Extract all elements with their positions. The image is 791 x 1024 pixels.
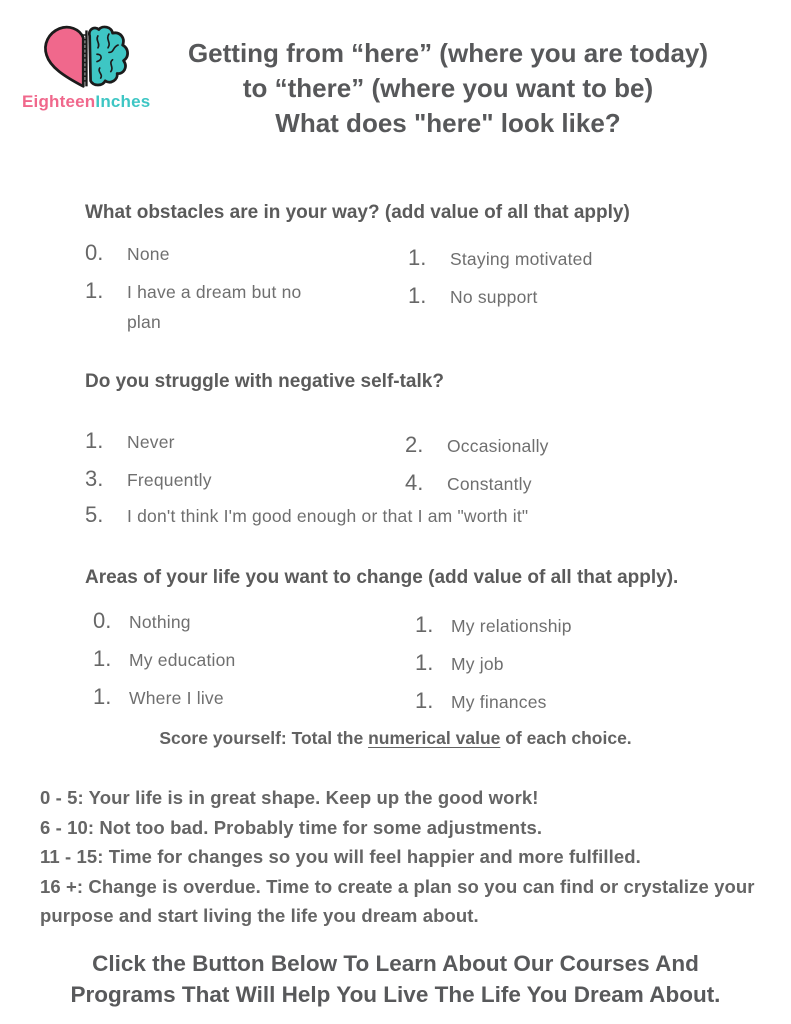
option-item — [85, 238, 340, 269]
question-areas-left-column — [93, 606, 358, 720]
option-value: 1. — [85, 428, 104, 453]
score-instruction-prefix: Score yourself: Total the — [159, 728, 369, 748]
option-label: My education — [129, 650, 236, 670]
question-areas-heading: Areas of your life you want to change (add value of all that apply). — [85, 567, 679, 588]
option-item — [85, 426, 350, 457]
brain-heart-icon — [38, 24, 134, 90]
option-item — [93, 644, 358, 675]
score-instruction — [40, 728, 751, 749]
title-line-1: Getting from “here” (where you are today) — [187, 38, 709, 68]
option-item — [93, 606, 358, 637]
title-line-3: What does "here" look like? — [275, 108, 621, 138]
option-value: 1. — [415, 688, 434, 713]
option-label: Nothing — [129, 612, 191, 632]
option-value: 2. — [405, 432, 424, 457]
option-value: 0. — [85, 240, 104, 265]
option-value: 5. — [85, 502, 104, 527]
option-label: I don't think I'm good enough or that I am "worth it" — [127, 506, 529, 526]
brand-name-eighteen: Eighteen — [22, 92, 96, 111]
option-item — [408, 243, 718, 274]
option-label: My relationship — [451, 616, 572, 636]
question-selftalk-heading: Do you struggle with negative self-talk? — [85, 371, 444, 392]
option-item — [415, 610, 725, 641]
score-instruction-underlined: numerical value — [368, 728, 501, 748]
page-title — [138, 36, 758, 141]
score-range-item: 16 +: Change is overdue. Time to create a plan so you can find or crystalize your purpose and start living the life you dream about. — [40, 875, 755, 926]
question-areas-right-column — [415, 610, 725, 724]
option-label: Where I live — [129, 688, 224, 708]
option-label: My finances — [451, 692, 547, 712]
option-value: 0. — [93, 608, 112, 633]
option-item — [93, 682, 358, 713]
brand-logo — [22, 24, 150, 112]
option-label: I have a dream but no plan — [127, 282, 302, 332]
score-ranges — [40, 783, 767, 931]
option-label: Occasionally — [447, 436, 549, 456]
option-label: Staying motivated — [450, 249, 593, 269]
option-label: No support — [450, 287, 538, 307]
question-obstacles-left-column — [85, 238, 340, 344]
option-value: 1. — [415, 650, 434, 675]
brand-name-inches: Inches — [95, 92, 151, 111]
question-obstacles-heading: What obstacles are in your way? (add value of all that apply) — [85, 202, 630, 223]
option-value: 1. — [93, 684, 112, 709]
option-item — [85, 276, 340, 337]
score-range-item: 11 - 15: Time for changes so you will feel happier and more fulfilled. — [40, 846, 641, 867]
option-item — [85, 500, 715, 531]
brand-name — [22, 92, 150, 112]
option-item — [408, 281, 718, 312]
title-line-2: to “there” (where you want to be) — [242, 73, 654, 103]
option-label: Never — [127, 432, 175, 452]
option-label: None — [127, 244, 170, 264]
option-value: 1. — [85, 278, 104, 303]
question-selftalk-fullwidth-row — [85, 500, 715, 538]
option-label: Constantly — [447, 474, 532, 494]
option-value: 1. — [408, 283, 427, 308]
option-value: 4. — [405, 470, 424, 495]
score-range-item: 0 - 5: Your life is in great shape. Keep up the good work! — [40, 787, 539, 808]
cta-text: Click the Button Below To Learn About Our Courses And Programs That Will Help You Live The Life You Dream About. — [70, 951, 721, 1007]
option-item — [85, 464, 350, 495]
score-range-item: 6 - 10: Not too bad. Probably time for some adjustments. — [40, 816, 543, 838]
question-selftalk-right-column — [405, 430, 715, 506]
option-label: Frequently — [127, 470, 212, 490]
option-value: 1. — [408, 245, 427, 270]
option-label: My job — [451, 654, 504, 674]
score-instruction-suffix: of each choice. — [500, 728, 632, 748]
option-item — [405, 430, 715, 461]
option-item — [405, 468, 715, 499]
question-obstacles-right-column — [408, 243, 718, 319]
option-value: 3. — [85, 466, 104, 491]
option-value: 1. — [415, 612, 434, 637]
option-item — [415, 648, 725, 679]
option-item — [415, 686, 725, 717]
question-selftalk-left-column — [85, 426, 350, 502]
option-value: 1. — [93, 646, 112, 671]
